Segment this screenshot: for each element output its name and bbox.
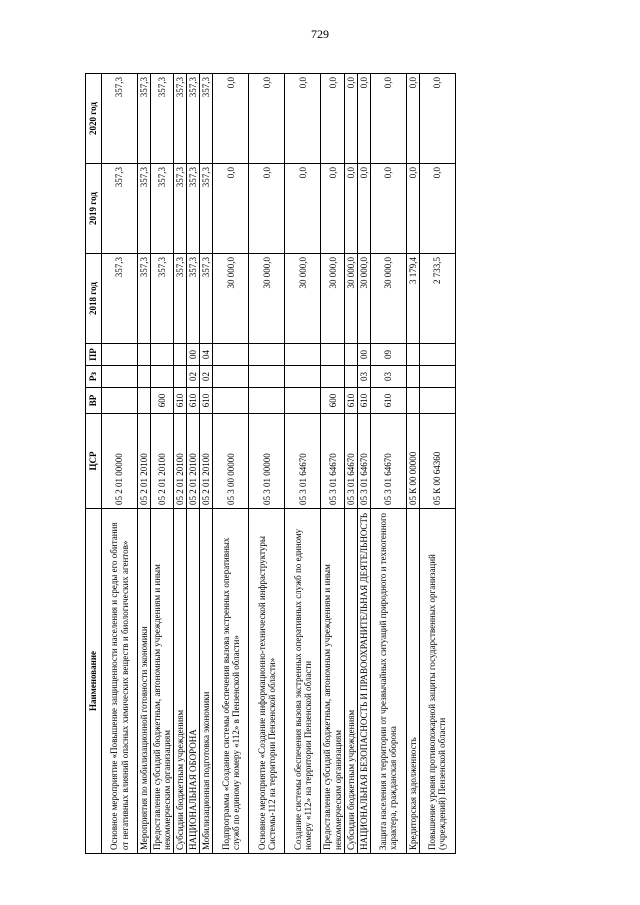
cell-2019: 0,0 [344, 164, 357, 254]
cell-name: Мероприятия по мобилизационной готовности экономики [138, 509, 151, 854]
cell-name: Создание системы обеспечения вызова экстренных оперативных служб по единому номеру «112» на территории Пензенской области [285, 509, 321, 854]
cell-rz [321, 366, 344, 388]
cell-2020: 0,0 [321, 74, 344, 164]
cell-rz: 02 [200, 366, 213, 388]
cell-pr [285, 344, 321, 366]
cell-pr [151, 344, 174, 366]
cell-vr [213, 388, 249, 414]
table-row [357, 74, 370, 854]
cell-2018: 30 000,0 [213, 254, 249, 344]
cell-pr [344, 344, 357, 366]
cell-name: НАЦИОНАЛЬНАЯ БЕЗОПАСНОСТЬ И ПРАВООХРАНИТЕЛЬНАЯ ДЕЯТЕЛЬНОСТЬ [357, 509, 370, 854]
cell-2019: 0,0 [249, 164, 285, 254]
cell-2018: 357,3 [174, 254, 187, 344]
table-row [174, 74, 187, 854]
header-vr: ВР [86, 388, 102, 414]
cell-name: Подпрограмма «Создание системы обеспечения вызова экстренных оперативных служб по единому номеру «112» в Пензенской области» [213, 509, 249, 854]
cell-vr [138, 388, 151, 414]
cell-2018: 30 000,0 [370, 254, 406, 344]
cell-name: Субсидии бюджетным учреждениям [344, 509, 357, 854]
cell-rz: 02 [187, 366, 200, 388]
header-csr: ЦСР [86, 414, 102, 509]
cell-2019: 357,3 [200, 164, 213, 254]
cell-vr [285, 388, 321, 414]
cell-rz: 03 [370, 366, 406, 388]
budget-table [85, 73, 456, 854]
cell-rz [174, 366, 187, 388]
cell-2018: 357,3 [102, 254, 138, 344]
cell-pr [138, 344, 151, 366]
cell-name: Предоставление субсидий бюджетным, автономным учреждениям и иным некоммерческим организациям [321, 509, 344, 854]
cell-2020: 0,0 [344, 74, 357, 164]
cell-rz [213, 366, 249, 388]
cell-2020: 357,3 [102, 74, 138, 164]
cell-2018: 357,3 [138, 254, 151, 344]
cell-name: Повышение уровня противопожарной защиты государственных организаций (учреждений) Пензенской области [419, 509, 455, 854]
cell-vr [406, 388, 419, 414]
cell-rz [419, 366, 455, 388]
cell-csr: 05 3 01 64670 [285, 414, 321, 509]
cell-pr [174, 344, 187, 366]
header-name: Наименование [86, 509, 102, 854]
cell-2019: 357,3 [187, 164, 200, 254]
cell-2019: 357,3 [151, 164, 174, 254]
cell-rz: 03 [357, 366, 370, 388]
cell-2019: 0,0 [406, 164, 419, 254]
header-row [86, 74, 102, 854]
cell-csr: 05 2 01 20100 [151, 414, 174, 509]
cell-pr [102, 344, 138, 366]
table-row [200, 74, 213, 854]
table-row [419, 74, 455, 854]
cell-rz [138, 366, 151, 388]
cell-pr: 04 [200, 344, 213, 366]
cell-pr: 09 [370, 344, 406, 366]
table-row [285, 74, 321, 854]
cell-2018: 30 000,0 [357, 254, 370, 344]
cell-vr [102, 388, 138, 414]
cell-2019: 0,0 [370, 164, 406, 254]
cell-2019: 357,3 [138, 164, 151, 254]
cell-2019: 0,0 [419, 164, 455, 254]
cell-name: Кредиторская задолженность [406, 509, 419, 854]
table-row [151, 74, 174, 854]
cell-pr [249, 344, 285, 366]
cell-pr [406, 344, 419, 366]
cell-2018: 3 179,4 [406, 254, 419, 344]
table-row [213, 74, 249, 854]
cell-pr [419, 344, 455, 366]
cell-vr: 610 [357, 388, 370, 414]
cell-2020: 357,3 [187, 74, 200, 164]
cell-vr: 610 [370, 388, 406, 414]
table-row [138, 74, 151, 854]
cell-csr: 05 К 00 00000 [406, 414, 419, 509]
cell-vr: 600 [151, 388, 174, 414]
cell-2020: 0,0 [419, 74, 455, 164]
cell-pr [321, 344, 344, 366]
table-row [344, 74, 357, 854]
cell-csr: 05 2 01 20100 [200, 414, 213, 509]
cell-2018: 357,3 [187, 254, 200, 344]
cell-name: Предоставление субсидий бюджетным, автономным учреждениям и иным некоммерческим организациям [151, 509, 174, 854]
cell-name: Основное мероприятие «Повышение защищенности населения и среды его обитания от негативных влияний опасных химических веществ и биологических агентов» [102, 509, 138, 854]
cell-2020: 0,0 [285, 74, 321, 164]
cell-vr: 610 [174, 388, 187, 414]
cell-2020: 0,0 [370, 74, 406, 164]
cell-2019: 357,3 [102, 164, 138, 254]
cell-rz [151, 366, 174, 388]
cell-rz [344, 366, 357, 388]
cell-pr [213, 344, 249, 366]
cell-2018: 357,3 [151, 254, 174, 344]
cell-2020: 357,3 [138, 74, 151, 164]
header-2018: 2018 год [86, 254, 102, 344]
cell-2018: 30 000,0 [344, 254, 357, 344]
cell-csr: 05 2 01 20100 [187, 414, 200, 509]
cell-csr: 05 3 01 64670 [357, 414, 370, 509]
cell-vr [249, 388, 285, 414]
table-row [187, 74, 200, 854]
cell-2018: 357,3 [200, 254, 213, 344]
cell-csr: 05 2 01 00000 [102, 414, 138, 509]
cell-vr: 610 [200, 388, 213, 414]
cell-csr: 05 2 01 20100 [138, 414, 151, 509]
page-number: 729 [311, 27, 329, 41]
table-row [249, 74, 285, 854]
cell-csr: 05 3 01 64670 [370, 414, 406, 509]
cell-name: Мобилизационная подготовка экономики [200, 509, 213, 854]
cell-vr: 610 [187, 388, 200, 414]
rotated-table-area [85, 74, 535, 854]
cell-2020: 357,3 [151, 74, 174, 164]
cell-csr: 05 3 01 00000 [249, 414, 285, 509]
cell-csr: 05 3 01 64670 [344, 414, 357, 509]
cell-name: Субсидии бюджетным учреждениям [174, 509, 187, 854]
cell-2019: 357,3 [174, 164, 187, 254]
cell-name: НАЦИОНАЛЬНАЯ ОБОРОНА [187, 509, 200, 854]
cell-name: Основное мероприятие «Создание информационно-технической инфраструктуры Системы-112 на территории Пензенской области» [249, 509, 285, 854]
table-frame [85, 74, 535, 854]
cell-vr: 600 [321, 388, 344, 414]
header-2020: 2020 год [86, 74, 102, 164]
cell-2018: 2 733,5 [419, 254, 455, 344]
cell-2018: 30 000,0 [249, 254, 285, 344]
table-row [321, 74, 344, 854]
cell-2018: 30 000,0 [321, 254, 344, 344]
cell-2020: 0,0 [249, 74, 285, 164]
header-rz: Рз [86, 366, 102, 388]
cell-vr [419, 388, 455, 414]
cell-2020: 0,0 [357, 74, 370, 164]
cell-2018: 30 000,0 [285, 254, 321, 344]
cell-2019: 0,0 [357, 164, 370, 254]
cell-rz [102, 366, 138, 388]
cell-2019: 0,0 [285, 164, 321, 254]
table-row [370, 74, 406, 854]
cell-2020: 357,3 [200, 74, 213, 164]
header-2019: 2019 год [86, 164, 102, 254]
cell-pr: 00 [187, 344, 200, 366]
cell-2020: 0,0 [213, 74, 249, 164]
cell-csr: 05 3 01 64670 [321, 414, 344, 509]
cell-rz [285, 366, 321, 388]
cell-csr: 05 3 00 00000 [213, 414, 249, 509]
cell-rz [249, 366, 285, 388]
cell-2020: 357,3 [174, 74, 187, 164]
cell-pr: 00 [357, 344, 370, 366]
cell-csr: 05 2 01 20100 [174, 414, 187, 509]
header-pr: ПР [86, 344, 102, 366]
cell-name: Защита населения и территории от чрезвычайных ситуаций природного и техногенного характера, гражданская оборона [370, 509, 406, 854]
table-row [102, 74, 138, 854]
cell-2020: 0,0 [406, 74, 419, 164]
table-row [406, 74, 419, 854]
cell-2019: 0,0 [213, 164, 249, 254]
cell-2019: 0,0 [321, 164, 344, 254]
cell-csr: 05 К 00 64360 [419, 414, 455, 509]
cell-rz [406, 366, 419, 388]
cell-vr: 610 [344, 388, 357, 414]
